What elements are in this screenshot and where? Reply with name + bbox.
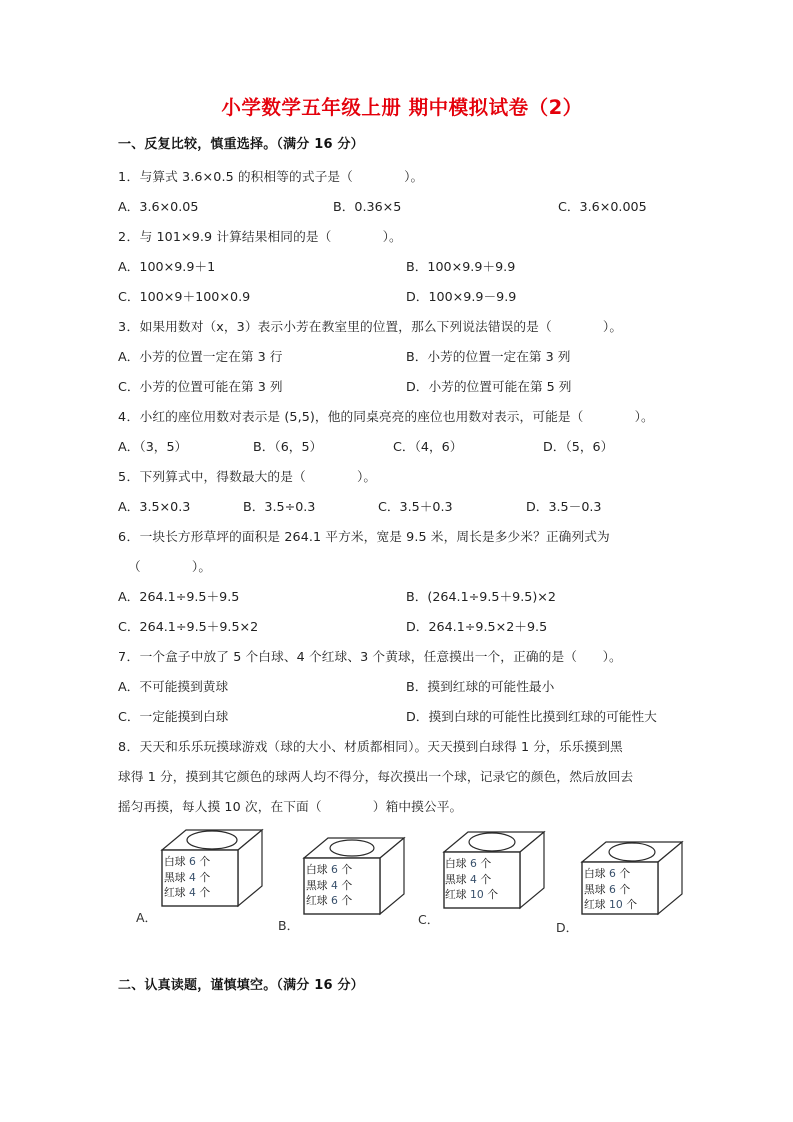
question-8-stem-line2: 球得 1 分，摸到其它颜色的球两人均不得分，每次摸出一个球，记录它的颜色，然后放回去	[118, 769, 634, 785]
box-d-contents	[584, 866, 637, 913]
box-a-line-3: 红球 4 个	[164, 886, 211, 900]
question-7-option-a[interactable]: A．不可能摸到黄球	[118, 679, 229, 695]
question-3-number: 3．	[118, 319, 140, 335]
section-heading-2: 二、认真读题，谨慎填空。（满分 16 分）	[118, 978, 364, 994]
question-3-option-c[interactable]: C．小芳的位置可能在第 3 列	[118, 379, 283, 395]
question-7-options-row-1	[118, 672, 686, 702]
question-7-number: 7．	[118, 649, 140, 665]
question-7-stem	[118, 642, 686, 672]
question-6-option-a[interactable]: A．264.1÷9.5＋9.5	[118, 589, 240, 605]
question-1-options	[118, 192, 686, 222]
question-4-options	[118, 432, 686, 462]
question-2-number: 2．	[118, 229, 140, 245]
question-6-option-b[interactable]: B．(264.1÷9.5＋9.5)×2	[406, 589, 556, 605]
box-d-line-2: 黑球 6 个	[584, 882, 631, 896]
box-b-label: B．	[278, 918, 300, 934]
question-2-option-a[interactable]: A．100×9.9＋1	[118, 259, 216, 275]
question-1-number: 1．	[118, 169, 140, 185]
box-option-c[interactable]	[418, 830, 550, 930]
question-6-option-c[interactable]: C．264.1÷9.5＋9.5×2	[118, 619, 259, 635]
question-3-text: 如果用数对（x，3）表示小芳在教室里的位置，那么下列说法错误的是（ ）。	[139, 319, 623, 335]
box-d-line-3: 红球 10 个	[584, 898, 638, 912]
question-4-number: 4．	[118, 409, 140, 425]
question-6-number: 6．	[118, 529, 140, 545]
question-8-stem-line1	[118, 732, 686, 762]
question-5-option-b[interactable]: B．3.5÷0.3	[243, 499, 316, 515]
question-4-text: 小红的座位用数对表示是 (5,5)，他的同桌亮亮的座位也用数对表示，可能是（ ）。	[139, 409, 654, 425]
question-7-option-b[interactable]: B．摸到红球的可能性最小	[406, 679, 555, 695]
question-1-option-a[interactable]: A．3.6×0.05	[118, 199, 199, 215]
question-1-option-b[interactable]: B．0.36×5	[333, 199, 402, 215]
question-5-option-a[interactable]: A．3.5×0.3	[118, 499, 191, 515]
question-8-stem-line3: 摇匀再摸，每人摸 10 次，在下面（ ）箱中摸公平。	[118, 799, 463, 815]
question-1-option-c[interactable]: C．3.6×0.005	[558, 199, 647, 215]
box-a-label: A．	[136, 910, 158, 926]
question-4-option-c[interactable]: C．（4，6）	[393, 439, 463, 455]
question-5-options	[118, 492, 686, 522]
box-d-label: D．	[556, 920, 579, 936]
question-6-option-d[interactable]: D．264.1÷9.5×2＋9.5	[406, 619, 548, 635]
question-2-text: 与 101×9.9 计算结果相同的是（ ）。	[139, 229, 402, 245]
question-7-options-row-2	[118, 702, 686, 732]
question-5-option-d[interactable]: D．3.5－0.3	[526, 499, 602, 515]
question-3-option-d[interactable]: D．小芳的位置可能在第 5 列	[406, 379, 572, 395]
box-a-line-1: 白球 6 个	[164, 855, 211, 869]
box-c-label: C．	[418, 912, 440, 928]
box-c-line-3: 红球 10 个	[445, 888, 499, 902]
question-2-option-c[interactable]: C．100×9＋100×0.9	[118, 289, 251, 305]
question-1-text: 与算式 3.6×0.5 的积相等的式子是（ ）。	[139, 169, 424, 185]
question-4-option-a[interactable]: A．（3，5）	[118, 439, 188, 455]
question-1-stem	[118, 162, 686, 192]
section-heading-1: 一、反复比较，慎重选择。（满分 16 分）	[118, 137, 364, 153]
question-5-stem	[118, 462, 686, 492]
question-2-option-b[interactable]: B．100×9.9＋9.9	[406, 259, 516, 275]
box-option-a[interactable]	[136, 828, 268, 928]
box-a-line-2: 黑球 4 个	[164, 870, 211, 884]
question-2-options-row-2	[118, 282, 686, 312]
question-8-box-diagrams	[118, 828, 686, 940]
question-6-stem-line2: （ ）。	[128, 559, 212, 575]
box-c-contents	[445, 856, 498, 903]
question-5-text: 下列算式中，得数最大的是（ ）。	[139, 469, 377, 485]
box-a-contents	[164, 854, 210, 901]
question-3-option-a[interactable]: A．小芳的位置一定在第 3 行	[118, 349, 283, 365]
box-option-d[interactable]	[556, 838, 688, 938]
question-6-text: 一块长方形草坪的面积是 264.1 平方米，宽是 9.5 米，周长是多少米？正确列式为	[139, 529, 610, 545]
box-b-line-3: 红球 6 个	[306, 894, 353, 908]
question-7-option-d[interactable]: D．摸到白球的可能性比摸到红球的可能性大	[406, 709, 657, 725]
question-7-option-c[interactable]: C．一定能摸到白球	[118, 709, 229, 725]
box-d-line-1: 白球 6 个	[584, 867, 631, 881]
question-4-option-d[interactable]: D．（5，6）	[543, 439, 614, 455]
question-6-stem	[118, 522, 686, 552]
question-2-option-d[interactable]: D．100×9.9－9.9	[406, 289, 517, 305]
question-3-options-row-2	[118, 372, 686, 402]
box-b-contents	[306, 862, 352, 909]
box-c-line-2: 黑球 4 个	[445, 872, 492, 886]
question-5-number: 5．	[118, 469, 140, 485]
question-3-stem	[118, 312, 686, 342]
question-6-options-row-2	[118, 612, 686, 642]
box-c-line-1: 白球 6 个	[445, 857, 492, 871]
question-6-options-row-1	[118, 582, 686, 612]
question-2-stem	[118, 222, 686, 252]
box-b-line-2: 黑球 4 个	[306, 878, 353, 892]
question-3-options-row-1	[118, 342, 686, 372]
box-b-line-1: 白球 6 个	[306, 863, 353, 877]
question-4-option-b[interactable]: B．（6，5）	[253, 439, 323, 455]
question-8-text-1: 天天和乐乐玩摸球游戏（球的大小、材质都相同）。天天摸到白球得 1 分，乐乐摸到黑	[139, 739, 623, 755]
question-7-text: 一个盒子中放了 5 个白球、4 个红球、3 个黄球，任意摸出一个，正确的是（ ）。	[139, 649, 622, 665]
question-8-number: 8．	[118, 739, 140, 755]
question-3-option-b[interactable]: B．小芳的位置一定在第 3 列	[406, 349, 571, 365]
question-5-option-c[interactable]: C．3.5＋0.3	[378, 499, 453, 515]
page-content	[118, 96, 686, 1003]
question-4-stem	[118, 402, 686, 432]
box-option-b[interactable]	[278, 836, 410, 936]
question-2-options-row-1	[118, 252, 686, 282]
page-title: 小学数学五年级上册 期中模拟试卷（2）	[221, 96, 583, 119]
